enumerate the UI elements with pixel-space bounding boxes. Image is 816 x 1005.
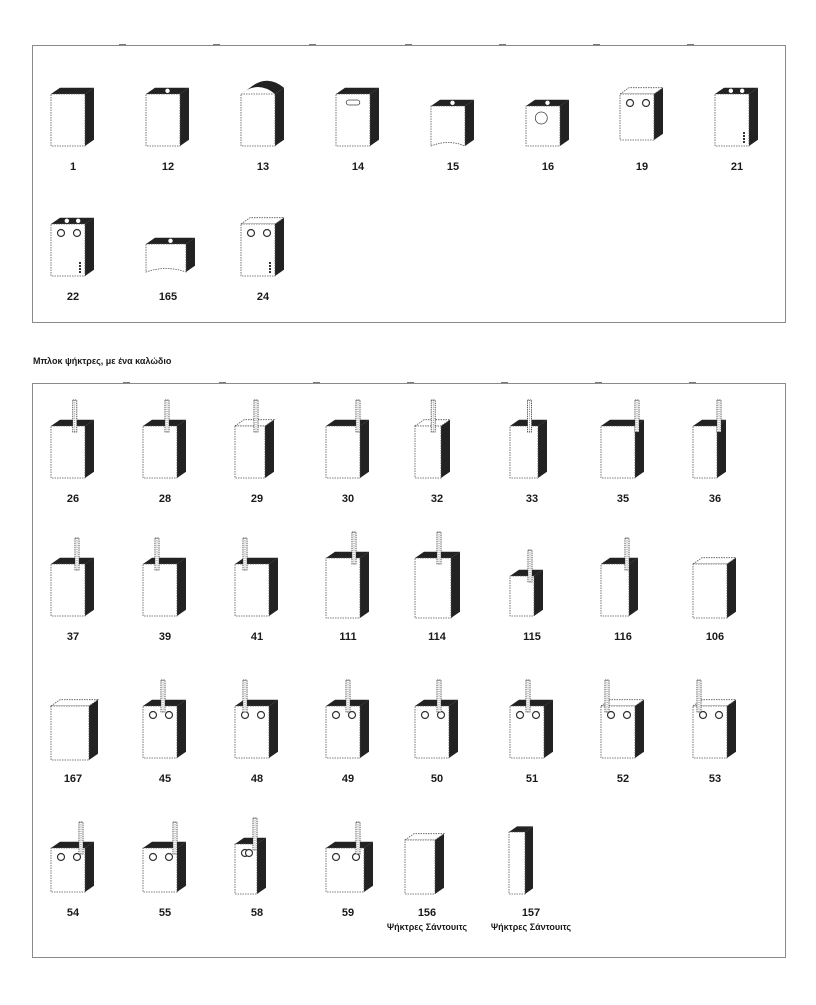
brush-item-114 [402, 540, 472, 650]
brush-item-label: 35 [616, 493, 630, 505]
frame-tick [689, 382, 696, 383]
brush-item-label: 53 [708, 773, 722, 785]
brush-item-label: 39 [158, 631, 172, 643]
brush-item-22 [38, 200, 108, 310]
brush-illustration [43, 402, 103, 492]
brush-illustration [135, 402, 195, 492]
brush-illustration [501, 816, 561, 906]
brush-item-15 [418, 70, 488, 180]
brush-illustration [138, 70, 198, 160]
brush-item-35 [588, 402, 658, 512]
brush-illustration [328, 70, 388, 160]
brush-item-label: 19 [635, 161, 649, 173]
brush-item-label: 167 [63, 773, 83, 785]
brush-illustration [685, 682, 745, 772]
brush-item-21 [702, 70, 772, 180]
brush-item-36 [680, 402, 750, 512]
brush-illustration [407, 540, 467, 630]
brush-item-156 [386, 816, 468, 932]
brush-illustration [135, 540, 195, 630]
brush-item-label: 48 [250, 773, 264, 785]
brush-illustration [518, 70, 578, 160]
brush-illustration [397, 816, 457, 906]
brush-illustration [502, 682, 562, 772]
brush-illustration [318, 816, 378, 906]
brush-item-157 [490, 816, 572, 932]
brush-item-label: 41 [250, 631, 264, 643]
brush-item-13 [228, 70, 298, 180]
brush-illustration [407, 682, 467, 772]
brush-item-165 [133, 200, 203, 310]
brush-item-label: 33 [525, 493, 539, 505]
brush-item-label: 55 [158, 907, 172, 919]
frame-tick [309, 44, 316, 45]
brush-illustration [423, 70, 483, 160]
brush-item-106 [680, 540, 750, 650]
brush-item-55 [130, 816, 200, 926]
brush-illustration [318, 682, 378, 772]
brush-item-52 [588, 682, 658, 792]
frame-tick [219, 382, 226, 383]
brush-item-54 [38, 816, 108, 926]
brush-item-24 [228, 200, 298, 310]
brush-item-33 [497, 402, 567, 512]
brush-item-50 [402, 682, 472, 792]
brush-item-16 [513, 70, 583, 180]
brush-item-1 [38, 70, 108, 180]
brush-item-label: 15 [446, 161, 460, 173]
brush-item-label: 157 [521, 907, 541, 919]
brush-item-label: 156 [417, 907, 437, 919]
brush-item-label: 36 [708, 493, 722, 505]
brush-item-label: 26 [66, 493, 80, 505]
brush-item-59 [313, 816, 383, 926]
brush-item-label: 28 [158, 493, 172, 505]
brush-item-51 [497, 682, 567, 792]
brush-item-label: 165 [158, 291, 178, 303]
brush-item-label: 29 [250, 493, 264, 505]
section-heading: Μπλοκ ψήκτρες, με ένα καλώδιο [33, 356, 172, 366]
brush-item-39 [130, 540, 200, 650]
brush-item-12 [133, 70, 203, 180]
brush-item-14 [323, 70, 393, 180]
brush-illustration [502, 402, 562, 492]
brush-item-26 [38, 402, 108, 512]
brush-illustration [227, 682, 287, 772]
brush-illustration [43, 540, 103, 630]
brush-item-label: 22 [66, 291, 80, 303]
frame-tick [499, 44, 506, 45]
brush-item-label: 21 [730, 161, 744, 173]
brush-illustration [407, 402, 467, 492]
brush-illustration [227, 540, 287, 630]
brush-item-167 [38, 682, 108, 792]
frame-tick [119, 44, 126, 45]
brush-item-label: 52 [616, 773, 630, 785]
frame-tick [123, 382, 130, 383]
brush-illustration [612, 70, 672, 160]
brush-item-caption: Ψήκτρες Σάντουιτς [490, 922, 572, 932]
brush-item-label: 111 [339, 631, 357, 643]
brush-item-37 [38, 540, 108, 650]
frame-tick [313, 382, 320, 383]
brush-item-29 [222, 402, 292, 512]
brush-illustration [135, 816, 195, 906]
brush-item-label: 37 [66, 631, 80, 643]
brush-illustration [233, 200, 293, 290]
brush-illustration [135, 682, 195, 772]
brush-item-label: 115 [523, 631, 541, 643]
brush-item-label: 51 [525, 773, 539, 785]
brush-illustration [43, 200, 103, 290]
brush-item-label: 49 [341, 773, 355, 785]
brush-illustration [318, 540, 378, 630]
brush-illustration [43, 682, 103, 772]
frame-tick [593, 44, 600, 45]
brush-item-116 [588, 540, 658, 650]
brush-item-30 [313, 402, 383, 512]
brush-illustration [227, 816, 287, 906]
brush-illustration [685, 540, 745, 630]
brush-illustration [138, 200, 198, 290]
brush-item-115 [497, 540, 567, 650]
brush-item-53 [680, 682, 750, 792]
frame-tick [501, 382, 508, 383]
brush-item-19 [607, 70, 677, 180]
brush-item-49 [313, 682, 383, 792]
brush-item-41 [222, 540, 292, 650]
brush-item-label: 54 [66, 907, 80, 919]
brush-illustration [502, 540, 562, 630]
brush-item-111 [313, 540, 383, 650]
brush-item-label: 50 [430, 773, 444, 785]
brush-item-label: 14 [351, 161, 365, 173]
brush-item-label: 45 [158, 773, 172, 785]
brush-illustration [593, 402, 653, 492]
brush-illustration [318, 402, 378, 492]
brush-item-caption: Ψήκτρες Σάντουιτς [386, 922, 468, 932]
frame-tick [405, 44, 412, 45]
brush-item-28 [130, 402, 200, 512]
brush-item-label: 24 [256, 291, 270, 303]
brush-item-32 [402, 402, 472, 512]
brush-item-label: 58 [250, 907, 264, 919]
brush-illustration [685, 402, 745, 492]
brush-item-45 [130, 682, 200, 792]
brush-item-label: 12 [161, 161, 175, 173]
brush-illustration [593, 682, 653, 772]
brush-item-label: 59 [341, 907, 355, 919]
brush-illustration [43, 816, 103, 906]
brush-item-label: 116 [614, 631, 632, 643]
brush-item-label: 16 [541, 161, 555, 173]
frame-tick [213, 44, 220, 45]
brush-item-label: 13 [256, 161, 270, 173]
brush-item-48 [222, 682, 292, 792]
frame-tick [687, 44, 694, 45]
brush-item-58 [222, 816, 292, 926]
brush-item-label: 114 [428, 631, 446, 643]
brush-illustration [227, 402, 287, 492]
brush-item-label: 106 [705, 631, 725, 643]
brush-illustration [43, 70, 103, 160]
brush-item-label: 30 [341, 493, 355, 505]
brush-item-label: 32 [430, 493, 444, 505]
brush-item-label: 1 [69, 161, 77, 173]
frame-tick [595, 382, 602, 383]
brush-illustration [233, 70, 293, 160]
frame-tick [407, 382, 414, 383]
brush-illustration [707, 70, 767, 160]
brush-illustration [593, 540, 653, 630]
